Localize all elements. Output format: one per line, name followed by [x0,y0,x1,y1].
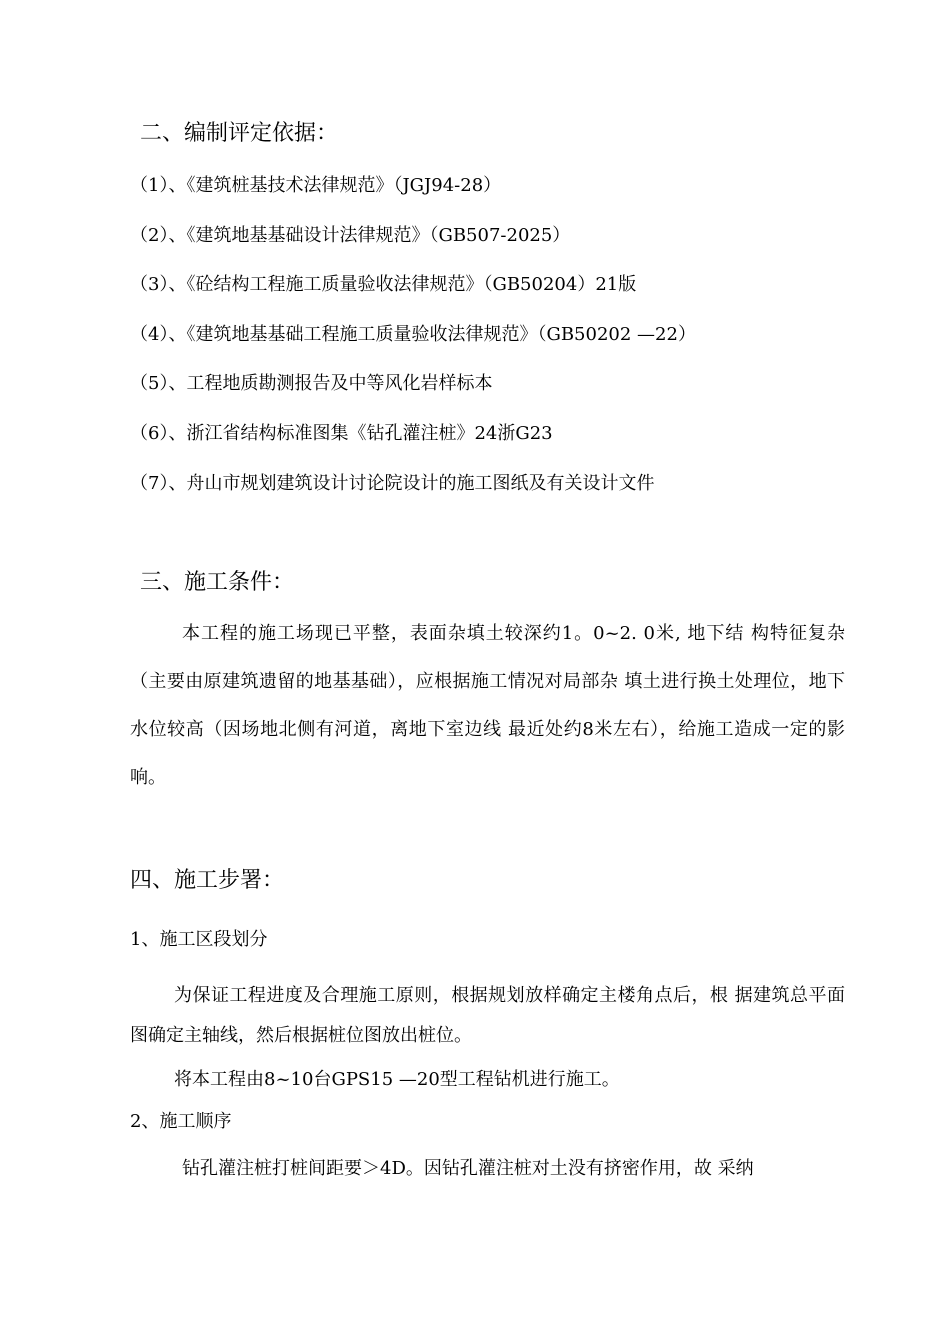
list-item: （1）、《建筑桩基技术法律规范》（JGJ94-28） [130,175,502,196]
subsection-title-division: 1、施工区段划分 [130,929,268,950]
sequence-paragraph: 钻孔灌注桩打桩间距要＞4D。因钻孔灌注桩对土没有挤密作用，故 采纳 [182,1158,754,1179]
section-heading-steps: 四、施工步署： [130,868,285,893]
subsection-title-sequence: 2、施工顺序 [130,1111,232,1132]
equipment-line: 将本工程由8~10台GPS15 —20型工程钻机进行施工。 [174,1069,620,1090]
conditions-paragraph: 本工程的施工场现已平整，表面杂填土较深约1。0~2. 0米, 地下结 构特征复杂（主要由原建筑遗留的地基基础），应根据施工情况对局部杂 填土进行换土处理位，地下水位较高（因场地北侧有河道，离地下室边线 最近处约8米左右），给施工造成一定的影响。 [130,623,845,788]
section-heading-conditions: 三、施工条件： [140,570,295,595]
list-item: （4）、《建筑地基基础工程施工质量验收法律规范》（GB50202 —22） [130,324,696,345]
list-item: （2）、《建筑地基基础设计法律规范》（GB507-2025） [130,225,571,246]
list-item: （5）、工程地质勘测报告及中等风化岩样标本 [130,373,493,394]
list-item: （7）、舟山市规划建筑设计讨论院设计的施工图纸及有关设计文件 [130,473,655,494]
list-item: （3）、《砼结构工程施工质量验收法律规范》（GB50204）21版 [130,274,637,295]
division-paragraph: 为保证工程进度及合理施工原则，根据规划放样确定主楼角点后，根 据建筑总平面图确定主轴线，然后根据桩位图放出桩位。 [130,985,845,1046]
list-item: （6）、浙江省结构标准图集《钻孔灌注桩》24浙G23 [130,423,553,444]
section-heading-basis: 二、编制评定依据： [140,121,339,146]
